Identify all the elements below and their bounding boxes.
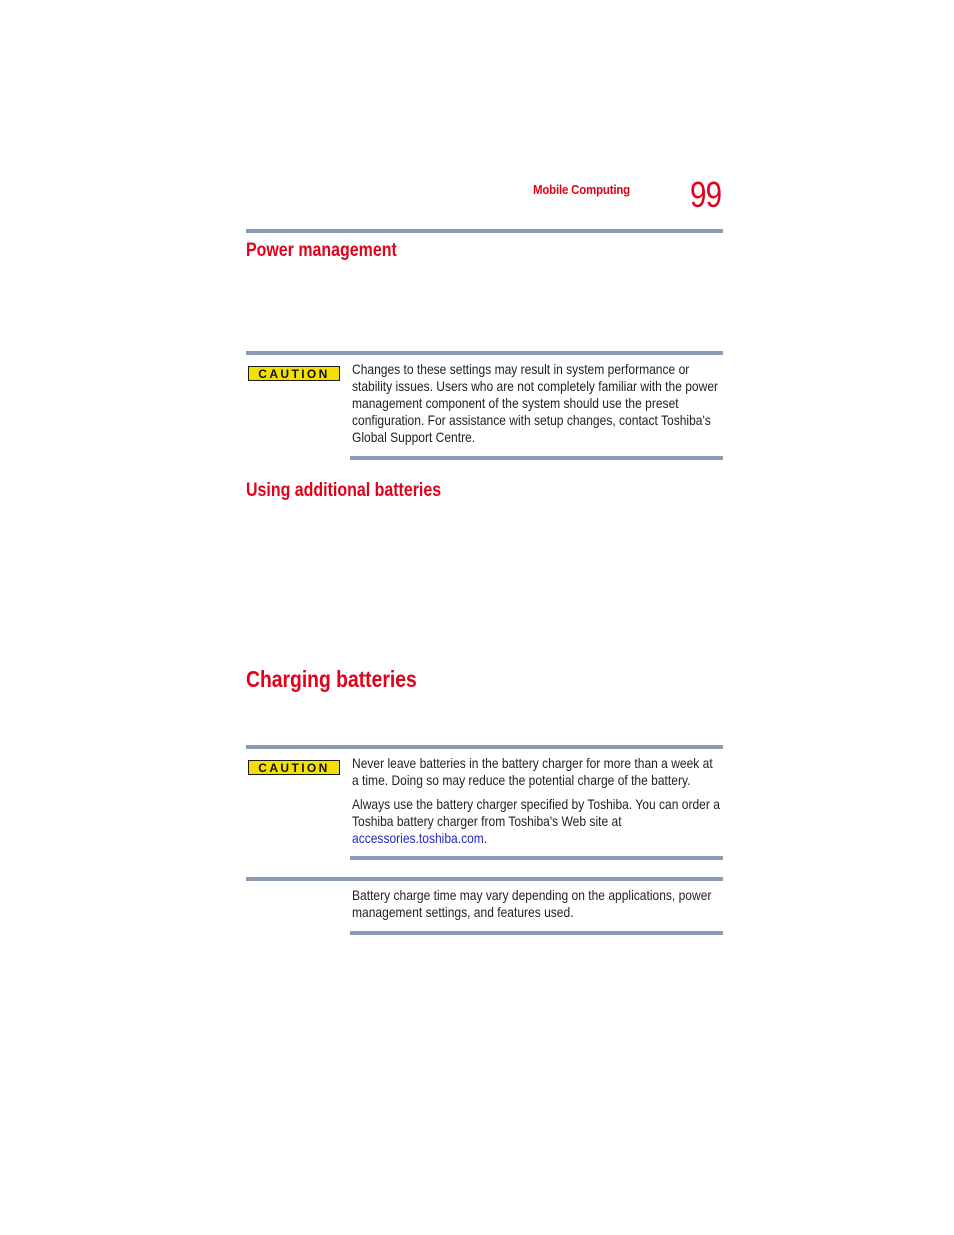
caution-2-bottom-rule: [350, 856, 723, 860]
running-head: Mobile Computing: [533, 182, 630, 197]
caution-badge-label: CAUTION: [258, 760, 330, 775]
accessories-link[interactable]: accessories.toshiba.com: [352, 830, 484, 846]
caution-2-text: [352, 755, 720, 847]
caution-1-text: [352, 361, 720, 446]
caution-2-paragraph-2: [352, 796, 720, 847]
caution-badge-label: CAUTION: [258, 366, 330, 381]
caution-2-paragraph-2-text: Always use the battery charger specified by Toshiba. You can order a Toshiba battery charger from Toshiba's Web site at: [352, 796, 720, 829]
caution-1-bottom-rule: [350, 456, 723, 460]
note-text: [352, 887, 720, 921]
caution-1-top-rule: [246, 351, 723, 355]
link-suffix: .: [483, 830, 488, 846]
note-paragraph: Battery charge time may vary depending on the applications, power management settings, and features used.: [352, 887, 712, 920]
page-number: 99: [690, 174, 722, 215]
heading-power-management: Power management: [246, 240, 397, 261]
note-bottom-rule: [350, 931, 723, 935]
caution-2-top-rule: [246, 745, 723, 749]
caution-badge: [248, 760, 340, 775]
caution-2-paragraph-1: Never leave batteries in the battery charger for more than a week at a time. Doing so may reduce the potential charge of the battery.: [352, 755, 713, 788]
heading-using-additional-batteries: Using additional batteries: [246, 480, 442, 501]
caution-badge: [248, 366, 340, 381]
heading-charging-batteries: Charging batteries: [246, 666, 417, 692]
note-top-rule: [246, 877, 723, 881]
header-rule: [246, 229, 723, 233]
caution-1-paragraph: Changes to these settings may result in system performance or stability issues. Users who are not completely familiar with the power management component of the system should use the preset configuration. For assistance with setup changes, contact Toshiba's Global Support Centre.: [352, 361, 719, 445]
